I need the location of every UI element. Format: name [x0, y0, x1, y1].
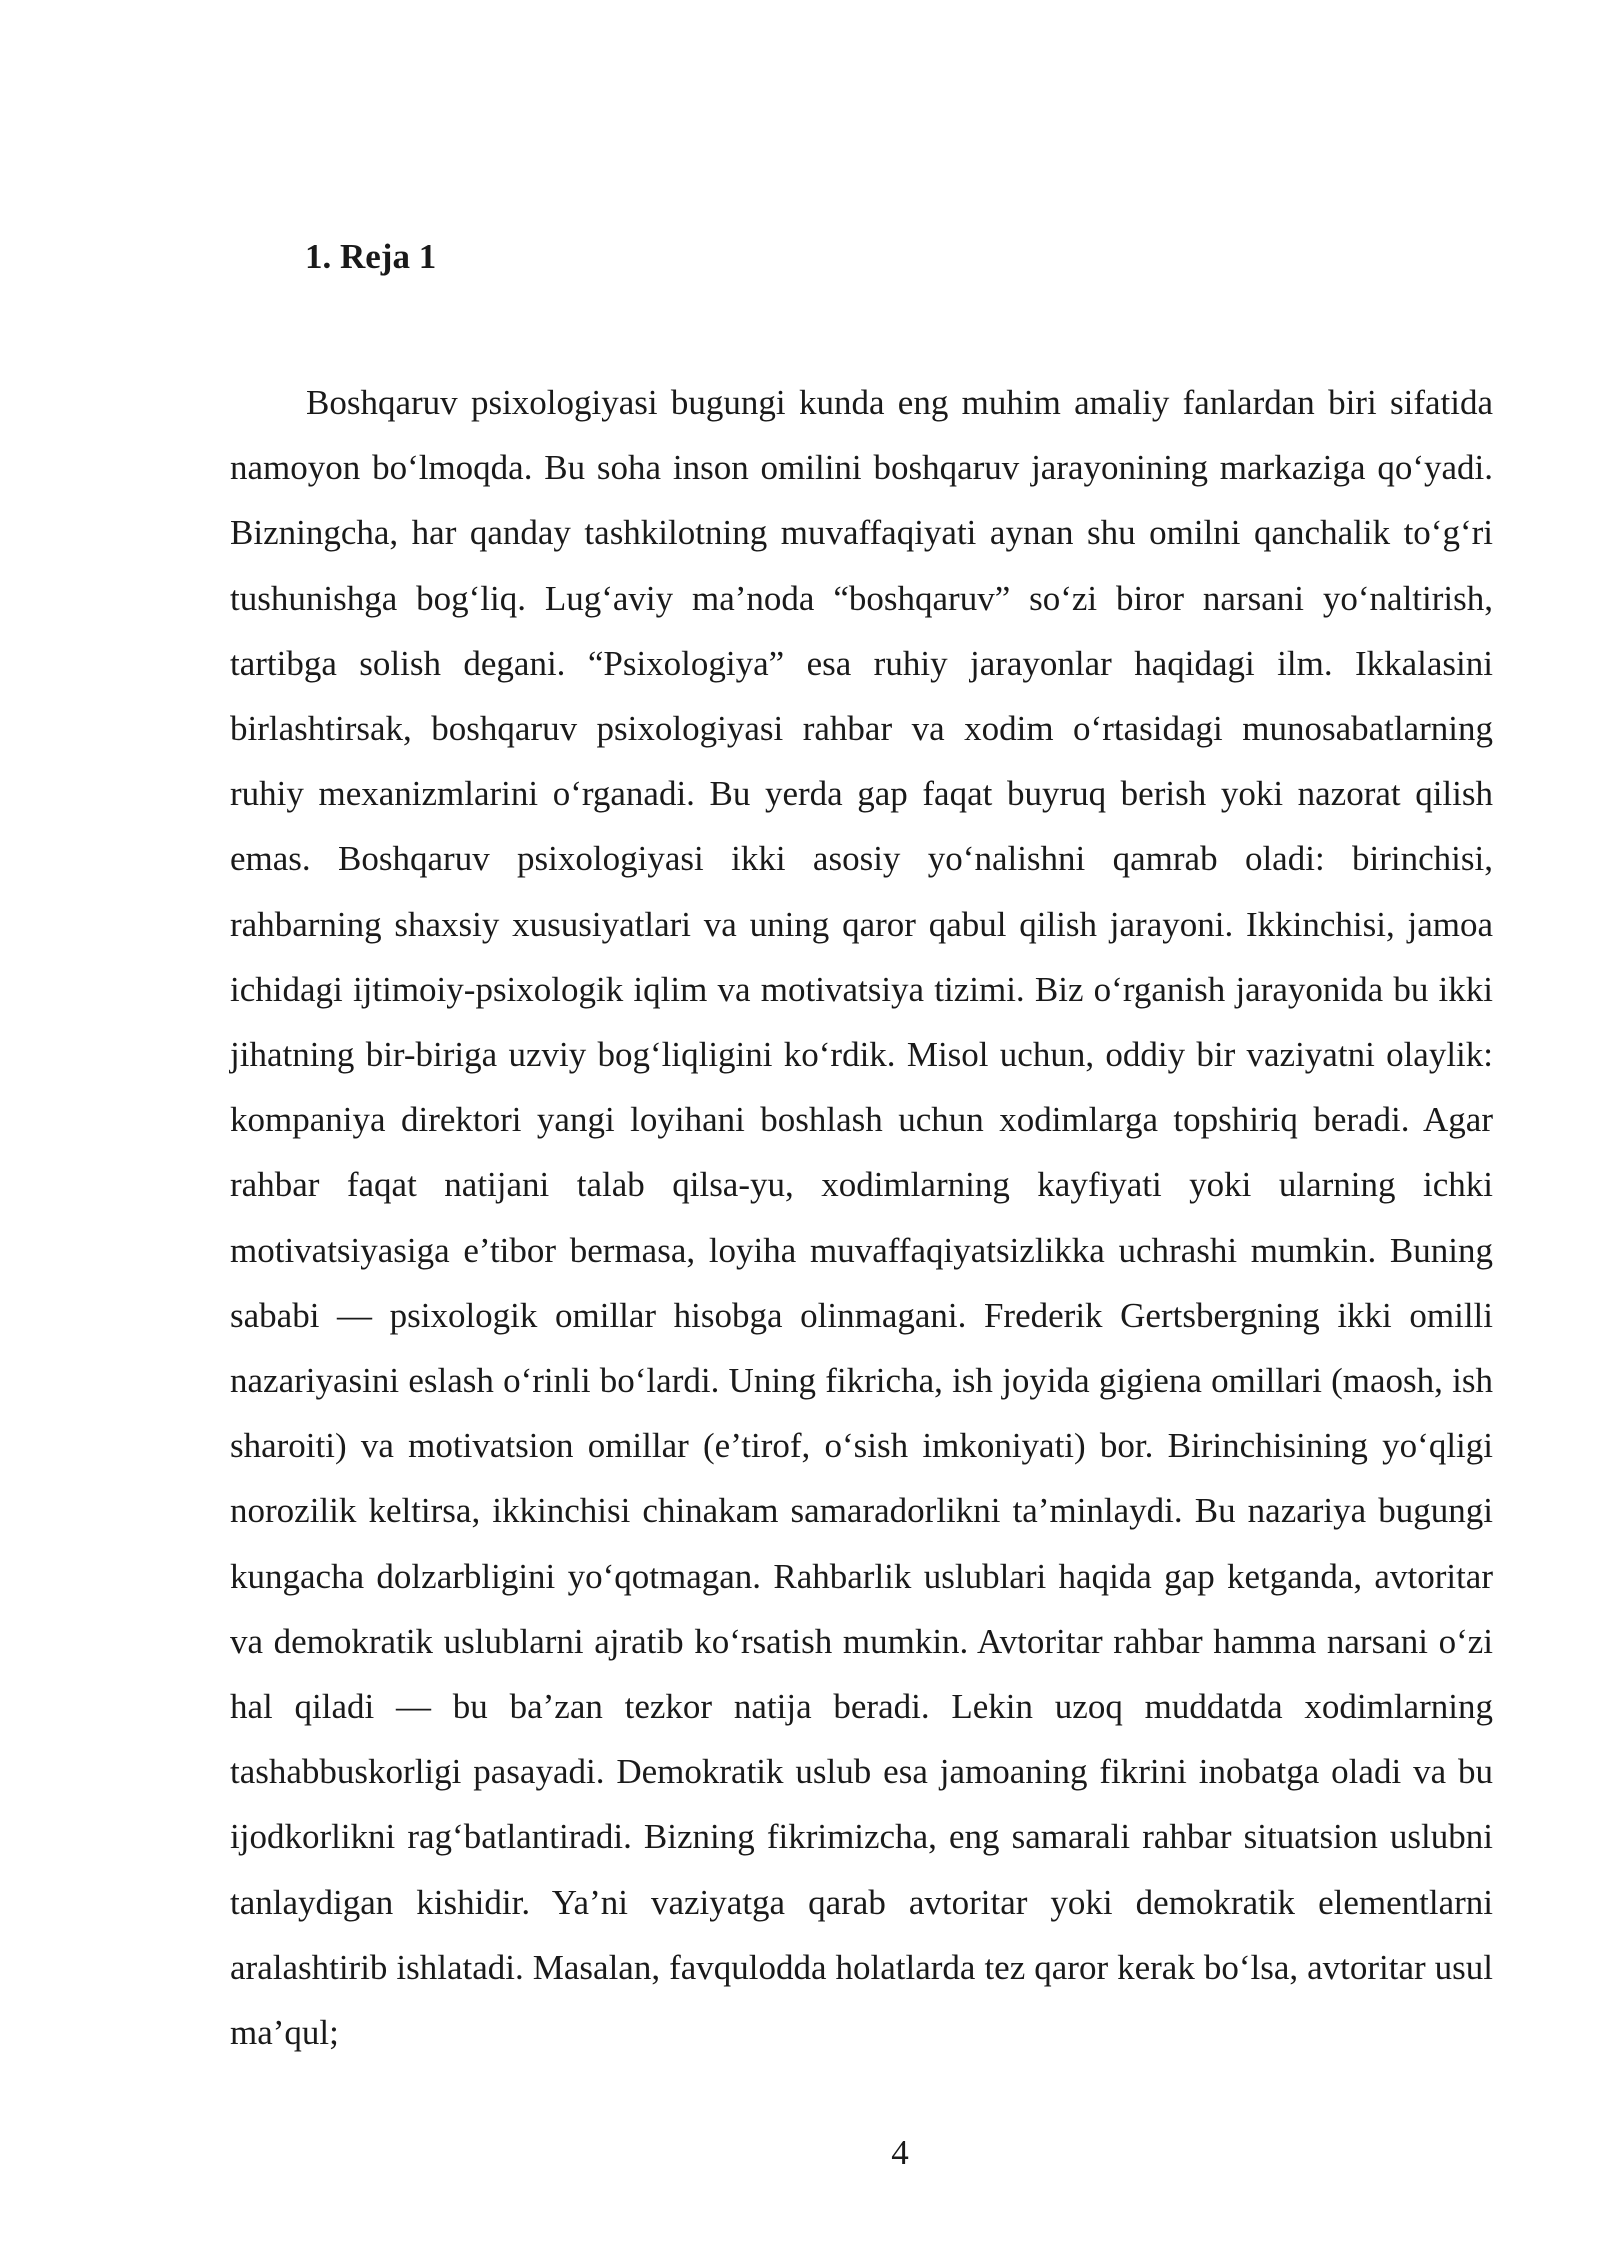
page-number-container: [0, 2128, 1600, 2178]
body-paragraph: Boshqaruv psixologiyasi bugungi kunda eng muhim amaliy fanlardan biri sifatida namoyon bo‘lmoqda. Bu soha inson omilini boshqaruv jarayonining markaziga qo‘yadi. Bizningcha, har qanday tashkilotning muvaffaqiyati aynan shu omilni qanchalik to‘g‘ri tushunishga bog‘liq. Lug‘aviy ma’noda “boshqaruv” so‘zi biror narsani yo‘naltirish, tartibga solish degani. “Psixologiya” esa ruhiy jarayonlar haqidagi ilm. Ikkalasini birlashtirsak, boshqaruv psixologiyasi rahbar va xodim o‘rtasidagi munosabatlarning ruhiy mexanizmlarini o‘rganadi. Bu yerda gap faqat buyruq berish yoki nazorat qilish emas. Boshqaruv psixologiyasi ikki asosiy yo‘nalishni qamrab oladi: birinchisi, rahbarning shaxsiy xususiyatlari va uning qaror qabul qilish jarayoni. Ikkinchisi, jamoa ichidagi ijtimoiy-psixologik iqlim va motivatsiya tizimi. Biz o‘rganish jarayonida bu ikki jihatning bir-biriga uzviy bog‘liqligini ko‘rdik. Misol uchun, oddiy bir vaziyatni olaylik: kompaniya direktori yangi loyihani boshlash uchun xodimlarga topshiriq beradi. Agar rahbar faqat natijani talab qilsa-yu, xodimlarning kayfiyati yoki ularning ichki motivatsiyasiga e’tibor bermasa, loyiha muvaffaqiyatsizlikka uchrashi mumkin. Buning sababi — psixologik omillar hisobga olinmagani. Frederik Gertsbergning ikki omilli nazariyasini eslash o‘rinli bo‘lardi. Uning fikricha, ish joyida gigiena omillari (maosh, ish sharoiti) va motivatsion omillar (e’tirof, o‘sish imkoniyati) bor. Birinchisining yo‘qligi norozilik keltirsa, ikkinchisi chinakam samaradorlikni ta’minlaydi. Bu nazariya bugungi kungacha dolzarbligini yo‘qotmagan. Rahbarlik uslublari haqida gap ketganda, avtoritar va demokratik uslublarni ajratib ko‘rsatish mumkin. Avtoritar rahbar hamma narsani o‘zi hal qiladi — bu ba’zan tezkor natija beradi. Lekin uzoq muddatda xodimlarning tashabbuskorligi pasayadi. Demokratik uslub esa jamoaning fikrini inobatga oladi va bu ijodkorlikni rag‘batlantiradi. Bizning fikrimizcha, eng samarali rahbar situatsion uslubni tanlaydigan kishidir. Ya’ni vaziyatga qarab avtoritar yoki demokratik elementlarni aralashtirib ishlatadi. Masalan, favqulodda holatlarda tez qaror kerak bo‘lsa, avtoritar usul ma’qul;: [230, 383, 1493, 2053]
page-number: 4: [891, 2133, 909, 2172]
section-heading: 1. Reja 1: [305, 237, 437, 276]
